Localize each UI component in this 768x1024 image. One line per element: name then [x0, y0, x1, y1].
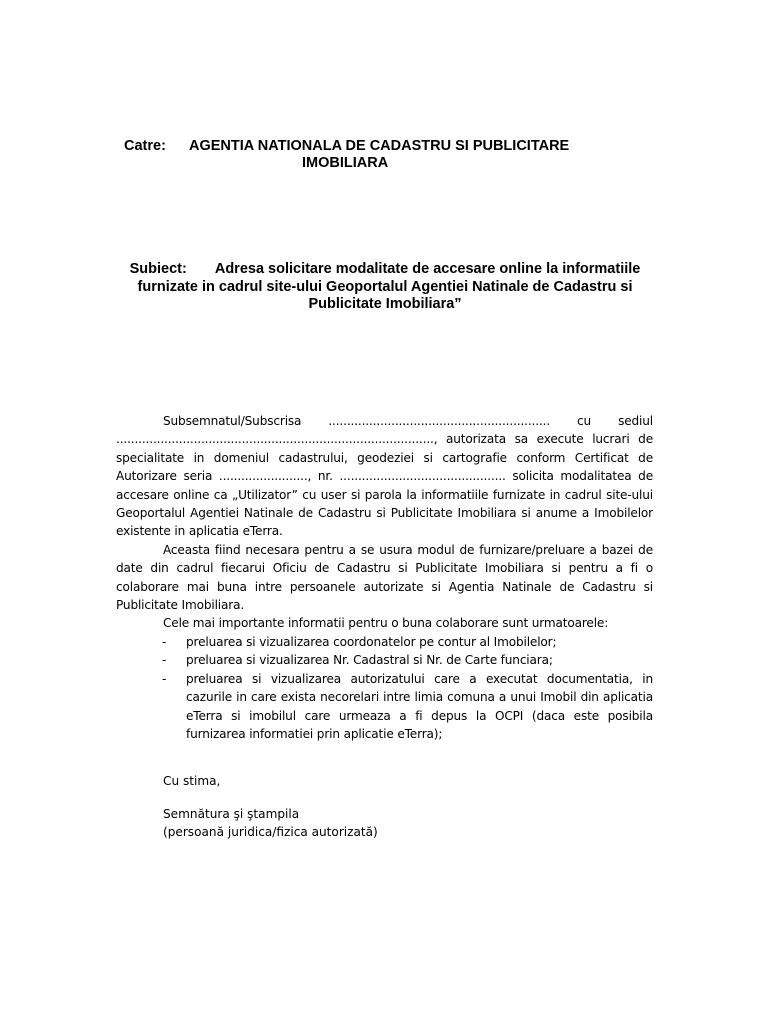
signatory-type: (persoană juridica/fizica autorizată) [163, 825, 378, 840]
list-bullet: - [162, 671, 167, 686]
addressee-name-line1: AGENTIA NATIONALA DE CADASTRU SI PUBLICITARE [189, 138, 570, 154]
addressee-name-line2: IMOBILIARA [302, 155, 389, 171]
list-item [116, 670, 653, 744]
list-bullet: - [162, 653, 167, 668]
letter-body [116, 412, 653, 743]
subject-block [112, 261, 658, 314]
list-item-text: preluarea si vizualizarea coordonatelor pe contur al Imobilelor; [186, 634, 557, 649]
list-item [116, 633, 653, 651]
subject-text: Adresa solicitare modalitate de accesare online la informatiile furnizate in cadrul site-ului Geoportalul Agentiei Natinale de Cadastru si Publicitate Imobiliara” [137, 261, 641, 312]
list-item [116, 651, 653, 669]
information-list [116, 633, 653, 743]
subject-label: Subiect: [129, 261, 187, 277]
signature-label: Semnătura şi ştampila [163, 807, 300, 821]
list-bullet: - [162, 634, 167, 649]
list-intro: Cele mai importante informatii pentru o buna colaborare sunt urmatoarele: [163, 616, 609, 631]
signature-block [163, 805, 378, 842]
body-paragraph-purpose: Aceasta fiind necesara pentru a se usura modul de furnizare/preluare a bazei de date din cadrul fiecarui Oficiu de Cadastru si Publicitate Imobiliara si pentru a fi o colaborare mai buna intre persoanele autorizate si Agentia Natinale de Cadastru si Publicitate Imobiliara. [116, 542, 653, 613]
list-item-text: preluarea si vizualizarea Nr. Cadastral si Nr. de Carte funciara; [186, 653, 553, 668]
closing-salutation: Cu stima, [163, 774, 221, 788]
addressee-label: Catre: [124, 138, 166, 154]
list-item-text: preluarea si vizualizarea autorizatului care a executat documentatia, in cazurile in care exista necorelari intre limia comuna a unui Imobil din aplicatia eTerra si imobilul care urmeaza a fi depus la OCPI (daca este posibila furnizarea informatiei prin aplicatie eTerra); [186, 671, 653, 741]
body-paragraph-request: Subsemnatul/Subscrisa ............................................................ cu sediul ......................................................................................, autorizata sa execute lucrari de specialitate in domeniul cadastrului, geodeziei si cartografie conform Certificat de Autorizare seria ........................, nr. ............................................. solicita modalitatea de accesare online ca „Utilizator” cu user si parola la informatiile furnizate in cadrul site-ului Geoportalul Agentiei Natinale de Cadastru si Publicitate Imobiliara si anume a Imobilelor existente in aplicatia eTerra. [116, 414, 653, 539]
